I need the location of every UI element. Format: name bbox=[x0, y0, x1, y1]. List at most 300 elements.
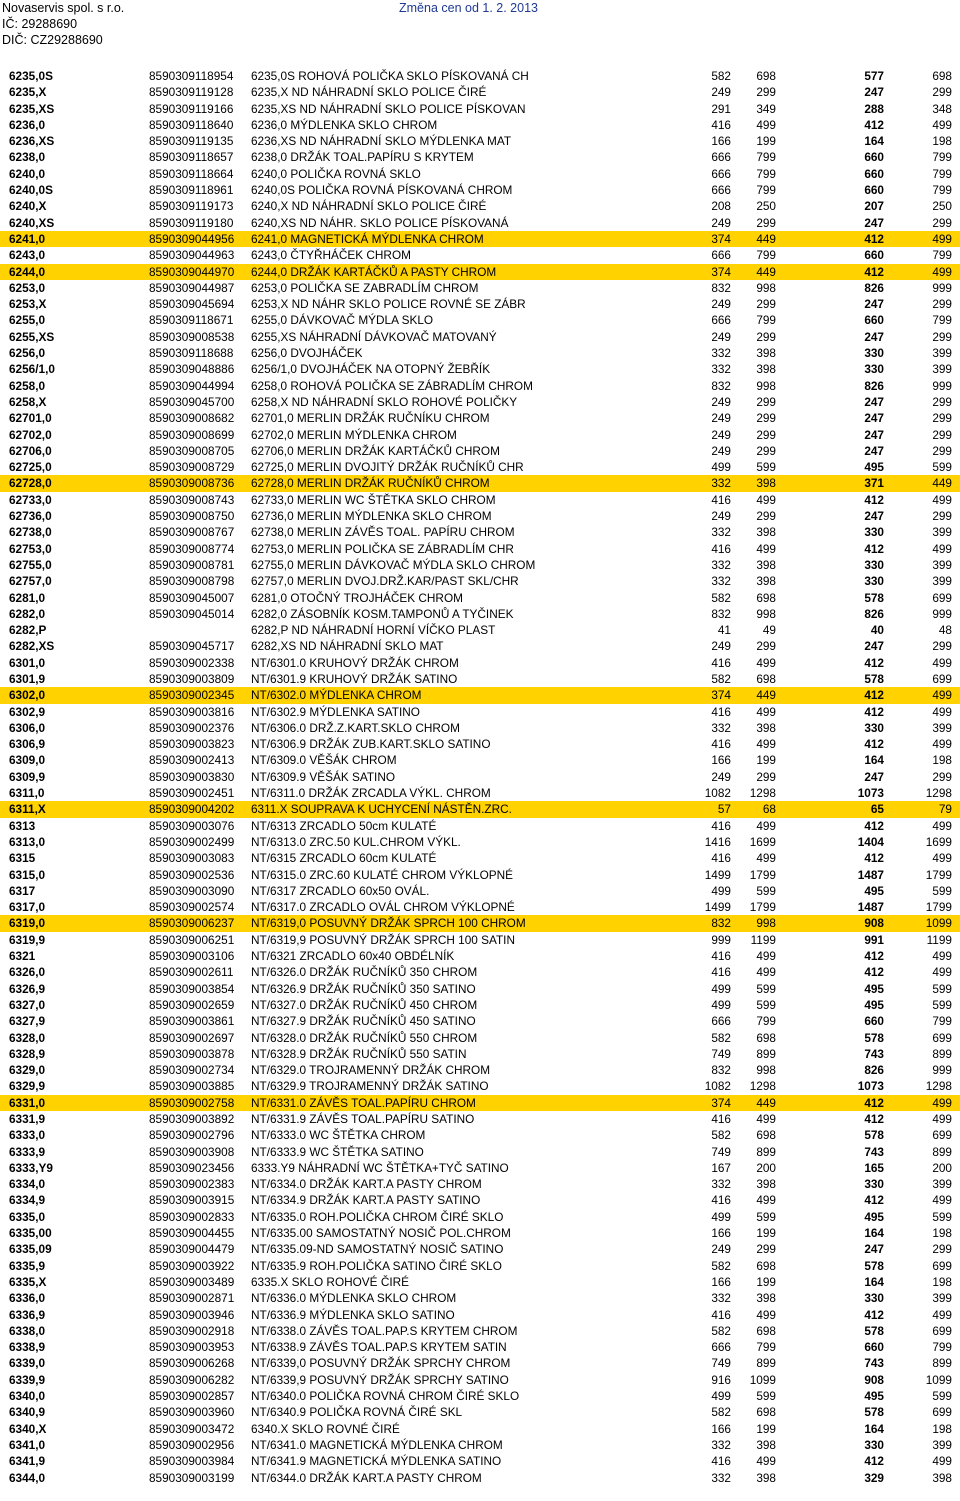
price-4: 1699 bbox=[925, 834, 952, 849]
product-code: 6256/1,0 bbox=[9, 362, 55, 377]
product-name: NT/6326.0 DRŽÁK RUČNÍKŮ 350 CHROM bbox=[251, 965, 478, 980]
price-2: 499 bbox=[756, 541, 776, 556]
price-2: 499 bbox=[756, 1112, 776, 1126]
price-2: 698 bbox=[756, 1323, 776, 1338]
product-name: NT/6321 ZRCADLO 60x40 OBDÉLNÍK bbox=[251, 949, 455, 964]
product-name: NT/6335.9 ROH.POLIČKA SATINO ČIRÉ SKLO bbox=[251, 1258, 502, 1273]
table-row bbox=[0, 541, 960, 557]
price-3: 578 bbox=[864, 1323, 884, 1338]
price-2: 799 bbox=[756, 313, 776, 328]
price-3: 577 bbox=[864, 69, 884, 83]
price-3: 164 bbox=[864, 1274, 884, 1289]
product-code: 62701,0 bbox=[9, 411, 52, 426]
price-2: 698 bbox=[756, 1258, 776, 1273]
price-1: 416 bbox=[711, 117, 731, 132]
price-2: 499 bbox=[756, 1454, 776, 1469]
product-name: NT/6327.0 DRŽÁK RUČNÍKŮ 450 CHROM bbox=[251, 997, 478, 1012]
ean-code: 8590309003830 bbox=[149, 769, 235, 784]
price-1: 666 bbox=[711, 1014, 731, 1029]
price-2: 200 bbox=[756, 1160, 776, 1175]
ean-code: 8590309008798 bbox=[149, 574, 235, 589]
product-name: 62702,0 MERLIN MÝDLENKA CHROM bbox=[251, 427, 457, 442]
price-3: 247 bbox=[864, 297, 884, 312]
price-1: 582 bbox=[711, 671, 731, 686]
product-code: 6340,0 bbox=[9, 1389, 46, 1404]
product-name: NT/6336.9 MÝDLENKA SKLO SATINO bbox=[251, 1307, 455, 1322]
product-name: NT/6338.9 ZÁVĚS TOAL.PAP.S KRYTEM SATIN bbox=[251, 1340, 507, 1355]
price-4: 399 bbox=[932, 1177, 952, 1192]
product-code: 6335,0 bbox=[9, 1209, 46, 1224]
product-name: 6236,0 MÝDLENKA SKLO CHROM bbox=[251, 117, 438, 132]
product-code: 6306,9 bbox=[9, 737, 46, 752]
product-code: 6335,00 bbox=[9, 1226, 52, 1241]
table-row bbox=[0, 296, 960, 312]
price-4: 200 bbox=[932, 1160, 952, 1175]
product-code: 62733,0 bbox=[9, 492, 52, 507]
product-code: 6331,0 bbox=[9, 1095, 46, 1110]
product-code: 6311,0 bbox=[9, 786, 45, 801]
table-row bbox=[0, 1258, 960, 1274]
price-2: 1699 bbox=[749, 834, 776, 849]
ean-code: 8590309044956 bbox=[149, 231, 235, 246]
ean-code: 8590309004202 bbox=[149, 802, 235, 817]
price-1: 666 bbox=[711, 150, 731, 165]
price-3: 412 bbox=[864, 655, 884, 670]
product-code: 62728,0 bbox=[9, 476, 52, 491]
price-1: 499 bbox=[711, 460, 731, 475]
product-name: NT/6313 ZRCADLO 50cm KULATÉ bbox=[251, 818, 437, 833]
price-3: 412 bbox=[864, 117, 884, 132]
price-4: 1298 bbox=[925, 786, 952, 801]
price-1: 416 bbox=[711, 1454, 731, 1469]
price-1: 749 bbox=[711, 1046, 731, 1061]
price-1: 666 bbox=[711, 166, 731, 181]
price-2: 398 bbox=[756, 346, 776, 361]
table-row bbox=[0, 622, 960, 638]
price-4: 499 bbox=[932, 492, 952, 507]
price-1: 582 bbox=[711, 1128, 731, 1143]
price-2: 398 bbox=[756, 525, 776, 540]
price-3: 412 bbox=[864, 818, 884, 833]
product-name: 6255,XS NÁHRADNÍ DÁVKOVAČ MATOVANÝ bbox=[251, 329, 497, 344]
product-code: 6341,0 bbox=[9, 1437, 46, 1452]
table-row bbox=[0, 1355, 960, 1371]
product-code: 6240,XS bbox=[9, 215, 55, 230]
ean-code: 8590309008699 bbox=[149, 427, 235, 442]
product-name: 6240,0 POLIČKA ROVNÁ SKLO bbox=[251, 166, 421, 181]
price-3: 412 bbox=[864, 541, 884, 556]
product-code: 6326,9 bbox=[9, 981, 46, 996]
price-4: 399 bbox=[932, 525, 952, 540]
price-2: 299 bbox=[756, 329, 776, 344]
product-code: 6255,0 bbox=[9, 313, 46, 328]
price-2: 449 bbox=[756, 1095, 776, 1110]
table-row bbox=[0, 915, 960, 931]
price-4: 299 bbox=[932, 509, 952, 524]
product-code: 6240,0S bbox=[9, 183, 53, 198]
price-1: 41 bbox=[717, 623, 731, 638]
product-name: 6282,P ND NÁHRADNÍ HORNÍ VÍČKO PLAST bbox=[251, 623, 496, 638]
table-row bbox=[0, 655, 960, 671]
price-1: 749 bbox=[711, 1356, 731, 1371]
price-3: 164 bbox=[864, 134, 884, 149]
price-3: 578 bbox=[864, 590, 884, 605]
price-1: 749 bbox=[711, 1144, 731, 1159]
price-1: 249 bbox=[711, 1242, 731, 1257]
price-3: 412 bbox=[864, 1193, 884, 1208]
product-name: NT/6329.9 TROJRAMENNÝ DRŽÁK SATINO bbox=[251, 1079, 489, 1094]
price-4: 499 bbox=[932, 264, 952, 279]
ean-code: 8590309118671 bbox=[149, 313, 234, 328]
product-name: NT/6315.0 ZRC.60 KULATÉ CHROM VÝKLOPNÉ bbox=[251, 867, 514, 882]
price-3: 495 bbox=[864, 883, 884, 898]
price-4: 699 bbox=[932, 1128, 952, 1143]
price-4: 499 bbox=[932, 737, 952, 752]
product-code: 6258,0 bbox=[9, 378, 46, 393]
ean-code: 8590309003816 bbox=[149, 704, 235, 719]
ean-code: 8590309118688 bbox=[149, 346, 234, 361]
price-1: 416 bbox=[711, 965, 731, 980]
product-name: NT/6315 ZRCADLO 60cm KULATÉ bbox=[251, 851, 437, 866]
price-3: 330 bbox=[864, 1437, 884, 1452]
price-2: 199 bbox=[756, 1274, 776, 1289]
price-2: 698 bbox=[756, 1405, 776, 1420]
ean-code: 8590309006282 bbox=[149, 1372, 235, 1387]
product-code: 6341,9 bbox=[9, 1454, 46, 1469]
price-4: 499 bbox=[932, 1112, 952, 1126]
ean-code: 8590309003083 bbox=[149, 851, 235, 866]
price-2: 499 bbox=[756, 851, 776, 866]
ean-code: 8590309006237 bbox=[149, 916, 235, 931]
price-4: 1099 bbox=[925, 1372, 952, 1387]
price-2: 449 bbox=[756, 231, 776, 246]
product-name: 62738,0 MERLIN ZÁVĚS TOAL. PAPÍRU CHROM bbox=[251, 525, 515, 540]
price-2: 199 bbox=[756, 134, 776, 149]
price-1: 832 bbox=[711, 606, 731, 621]
ean-code: 8590309008682 bbox=[149, 411, 235, 426]
product-name: 6335.X SKLO ROHOVÉ ČIRÉ bbox=[251, 1274, 410, 1289]
price-4: 499 bbox=[932, 949, 952, 964]
price-2: 599 bbox=[756, 1209, 776, 1224]
product-name: NT/6327.9 DRŽÁK RUČNÍKŮ 450 SATINO bbox=[251, 1014, 476, 1029]
price-4: 799 bbox=[932, 150, 952, 165]
product-name: NT/6329.0 TROJRAMENNÝ DRŽÁK CHROM bbox=[251, 1063, 491, 1078]
table-row bbox=[0, 427, 960, 443]
product-code: 6339,0 bbox=[9, 1356, 46, 1371]
price-4: 198 bbox=[932, 1274, 952, 1289]
product-code: 6335,X bbox=[9, 1274, 47, 1289]
company-header bbox=[2, 0, 124, 48]
price-1: 249 bbox=[711, 329, 731, 344]
product-name: 6281,0 OTOČNÝ TROJHÁČEK CHROM bbox=[251, 590, 463, 605]
product-code: 6344,0 bbox=[9, 1470, 46, 1485]
product-name: NT/6340.9 POLIČKA ROVNÁ ČIRÉ SKL bbox=[251, 1405, 463, 1420]
price-3: 660 bbox=[864, 313, 884, 328]
table-row bbox=[0, 1062, 960, 1078]
price-2: 299 bbox=[756, 1242, 776, 1257]
price-1: 374 bbox=[711, 264, 731, 279]
price-2: 449 bbox=[756, 688, 776, 703]
price-3: 247 bbox=[864, 329, 884, 344]
ean-code: 8590309119173 bbox=[149, 199, 234, 214]
product-name: NT/6306.0 DRŽ.Z.KART.SKLO CHROM bbox=[251, 720, 460, 735]
price-2: 599 bbox=[756, 997, 776, 1012]
product-name: NT/6311.0 DRŽÁK ZRCADLA VÝKL. CHROM bbox=[251, 786, 491, 801]
product-name: 6240,0S POLIČKA ROVNÁ PÍSKOVANÁ CHROM bbox=[251, 183, 513, 198]
price-3: 660 bbox=[864, 1340, 884, 1355]
price-4: 250 bbox=[932, 199, 952, 214]
table-row bbox=[0, 247, 960, 263]
product-name: NT/6317.0 ZRCADLO OVÁL CHROM VÝKLOPNÉ bbox=[251, 900, 515, 915]
price-2: 299 bbox=[756, 215, 776, 230]
ean-code: 8590309002833 bbox=[149, 1209, 235, 1224]
table-row bbox=[0, 84, 960, 100]
price-3: 743 bbox=[864, 1356, 884, 1371]
product-name: 6253,X ND NÁHR SKLO POLICE ROVNÉ SE ZÁBR bbox=[251, 297, 526, 312]
product-name: NT/6339,0 POSUVNÝ DRŽÁK SPRCHY CHROM bbox=[251, 1356, 511, 1371]
price-1: 332 bbox=[711, 1291, 731, 1306]
price-1: 499 bbox=[711, 883, 731, 898]
price-3: 412 bbox=[864, 264, 884, 279]
price-2: 1799 bbox=[749, 900, 776, 915]
table-row bbox=[0, 769, 960, 785]
ean-code: 8590309003076 bbox=[149, 818, 235, 833]
price-2: 299 bbox=[756, 639, 776, 654]
price-3: 495 bbox=[864, 460, 884, 475]
product-name: 62701,0 MERLIN DRŽÁK RUČNÍKU CHROM bbox=[251, 411, 490, 426]
price-4: 499 bbox=[932, 688, 952, 703]
price-4: 299 bbox=[932, 1242, 952, 1257]
price-4: 799 bbox=[932, 248, 952, 263]
table-row bbox=[0, 704, 960, 720]
product-code: 6255,XS bbox=[9, 329, 55, 344]
table-row bbox=[0, 997, 960, 1013]
product-name: NT/6331.9 ZÁVĚS TOAL.PAPÍRU SATINO bbox=[251, 1112, 475, 1126]
price-4: 1799 bbox=[925, 900, 952, 915]
ean-code: 8590309002574 bbox=[149, 900, 235, 915]
price-4: 79 bbox=[938, 802, 952, 817]
table-row bbox=[0, 280, 960, 296]
price-1: 1082 bbox=[704, 786, 731, 801]
product-name: 6311.X SOUPRAVA K UCHYCENÍ NÁSTĚN.ZRC. bbox=[251, 802, 512, 817]
price-3: 578 bbox=[864, 671, 884, 686]
price-4: 999 bbox=[932, 606, 952, 621]
price-4: 1199 bbox=[926, 932, 952, 947]
price-4: 699 bbox=[932, 1405, 952, 1420]
table-row bbox=[0, 378, 960, 394]
table-row bbox=[0, 1372, 960, 1388]
product-name: 6253,0 POLIČKA SE ZABRADLÍM CHROM bbox=[251, 280, 479, 295]
price-1: 166 bbox=[711, 1421, 731, 1436]
price-3: 578 bbox=[864, 1030, 884, 1045]
price-1: 208 bbox=[711, 199, 731, 214]
ean-code: 8590309003823 bbox=[149, 737, 235, 752]
table-row bbox=[0, 443, 960, 459]
price-4: 398 bbox=[932, 1470, 952, 1485]
table-row bbox=[0, 687, 960, 703]
table-row bbox=[0, 231, 960, 247]
product-name: NT/6341.0 MAGNETICKÁ MÝDLENKA CHROM bbox=[251, 1437, 503, 1452]
product-code: 6309,0 bbox=[9, 753, 46, 768]
price-4: 499 bbox=[932, 965, 952, 980]
price-1: 416 bbox=[711, 1307, 731, 1322]
price-3: 329 bbox=[864, 1470, 884, 1485]
price-4: 499 bbox=[932, 1193, 952, 1208]
price-1: 416 bbox=[711, 704, 731, 719]
ean-code: 8590309003854 bbox=[149, 981, 235, 996]
price-3: 247 bbox=[864, 427, 884, 442]
price-1: 582 bbox=[711, 590, 731, 605]
price-1: 416 bbox=[711, 541, 731, 556]
table-row bbox=[0, 1388, 960, 1404]
price-2: 799 bbox=[756, 166, 776, 181]
ean-code: 8590309003199 bbox=[149, 1470, 235, 1485]
price-1: 166 bbox=[711, 753, 731, 768]
price-1: 249 bbox=[711, 639, 731, 654]
price-4: 899 bbox=[932, 1046, 952, 1061]
product-code: 62753,0 bbox=[9, 541, 52, 556]
price-3: 371 bbox=[864, 476, 884, 491]
product-name: NT/6335.00 SAMOSTATNÝ NOSIČ POL.CHROM bbox=[251, 1226, 511, 1241]
product-code: 6238,0 bbox=[9, 150, 46, 165]
price-3: 247 bbox=[864, 411, 884, 426]
ean-code: 8590309003106 bbox=[149, 949, 235, 964]
product-name: 6240,X ND NÁHRADNÍ SKLO POLICE ČIRÉ bbox=[251, 199, 487, 214]
product-code: 6338,0 bbox=[9, 1323, 46, 1338]
ean-code: 8590309002376 bbox=[149, 720, 235, 735]
product-code: 6244,0 bbox=[9, 264, 46, 279]
price-4: 198 bbox=[932, 1226, 952, 1241]
price-4: 399 bbox=[932, 346, 952, 361]
product-name: 6333.Y9 NÁHRADNÍ WC ŠTĚTKA+TYČ SATINO bbox=[251, 1160, 509, 1175]
price-2: 799 bbox=[756, 183, 776, 198]
price-3: 908 bbox=[864, 1372, 884, 1387]
product-code: 6311,X bbox=[9, 802, 46, 817]
price-2: 799 bbox=[756, 1014, 776, 1029]
ean-code: 8590309023456 bbox=[149, 1160, 235, 1175]
price-2: 698 bbox=[756, 1030, 776, 1045]
ean-code: 8590309002611 bbox=[149, 965, 234, 980]
ean-code: 8590309002338 bbox=[149, 655, 235, 670]
price-4: 399 bbox=[932, 362, 952, 377]
price-3: 1073 bbox=[857, 1079, 884, 1094]
price-2: 698 bbox=[756, 1128, 776, 1143]
product-name: NT/6333.9 WC ŠTĚTKA SATINO bbox=[251, 1144, 424, 1159]
product-name: NT/6309.0 VĚŠÁK CHROM bbox=[251, 753, 397, 768]
price-3: 991 bbox=[864, 932, 884, 947]
product-code: 6236,0 bbox=[9, 117, 46, 132]
product-code: 6317,0 bbox=[9, 900, 46, 915]
ean-code: 8590309045007 bbox=[149, 590, 235, 605]
price-2: 499 bbox=[756, 737, 776, 752]
price-3: 826 bbox=[864, 1063, 884, 1078]
ean-code: 8590309003946 bbox=[149, 1307, 235, 1322]
product-name: NT/6331.0 ZÁVĚS TOAL.PAPÍRU CHROM bbox=[251, 1095, 476, 1110]
price-1: 249 bbox=[711, 509, 731, 524]
table-row bbox=[0, 1225, 960, 1241]
price-2: 199 bbox=[756, 1226, 776, 1241]
price-3: 412 bbox=[864, 688, 884, 703]
price-4: 699 bbox=[932, 671, 952, 686]
product-code: 6336,9 bbox=[9, 1307, 46, 1322]
ean-code: 8590309003953 bbox=[149, 1340, 235, 1355]
price-1: 582 bbox=[711, 1258, 731, 1273]
product-code: 6235,X bbox=[9, 85, 47, 100]
product-name: 6235,XS ND NÁHRADNÍ SKLO POLICE PÍSKOVAN bbox=[251, 101, 526, 116]
table-row bbox=[0, 1127, 960, 1143]
product-code: 6333,Y9 bbox=[9, 1160, 53, 1175]
ean-code: 8590309008729 bbox=[149, 460, 235, 475]
table-row bbox=[0, 524, 960, 540]
price-3: 826 bbox=[864, 606, 884, 621]
product-name: NT/6301.9 KRUHOVÝ DRŽÁK SATINO bbox=[251, 671, 458, 686]
table-row bbox=[0, 149, 960, 165]
price-1: 582 bbox=[711, 1405, 731, 1420]
price-4: 299 bbox=[932, 411, 952, 426]
price-3: 412 bbox=[864, 1454, 884, 1469]
price-3: 495 bbox=[864, 1389, 884, 1404]
ean-code: 8590309003489 bbox=[149, 1274, 235, 1289]
product-name: 6256,0 DVOJHÁČEK bbox=[251, 346, 363, 361]
table-row bbox=[0, 1046, 960, 1062]
price-4: 299 bbox=[932, 85, 952, 100]
price-3: 578 bbox=[864, 1258, 884, 1273]
price-1: 1499 bbox=[704, 900, 731, 915]
ean-code: 8590309002758 bbox=[149, 1095, 235, 1110]
product-name: 62725,0 MERLIN DVOJITÝ DRŽÁK RUČNÍKŮ CHR bbox=[251, 460, 524, 475]
price-4: 299 bbox=[932, 394, 952, 409]
price-2: 499 bbox=[756, 117, 776, 132]
table-row bbox=[0, 345, 960, 361]
product-code: 6328,9 bbox=[9, 1046, 46, 1061]
ean-code: 8590309002697 bbox=[149, 1030, 235, 1045]
ean-code: 8590309003984 bbox=[149, 1454, 235, 1469]
table-row bbox=[0, 1160, 960, 1176]
product-code: 6301,0 bbox=[9, 655, 46, 670]
product-code: 62738,0 bbox=[9, 525, 52, 540]
ean-code: 8590309003809 bbox=[149, 671, 235, 686]
ean-code: 8590309003472 bbox=[149, 1421, 235, 1436]
product-name: 62755,0 MERLIN DÁVKOVAČ MÝDLA SKLO CHROM bbox=[251, 557, 536, 572]
price-4: 799 bbox=[932, 183, 952, 198]
price-1: 332 bbox=[711, 476, 731, 491]
price-2: 199 bbox=[756, 753, 776, 768]
ean-code: 8590309002796 bbox=[149, 1128, 235, 1143]
ean-code: 8590309008750 bbox=[149, 509, 235, 524]
product-name: 6256/1,0 DVOJHÁČEK NA OTOPNÝ ŽEBŘÍK bbox=[251, 362, 491, 377]
price-4: 699 bbox=[932, 1258, 952, 1273]
product-name: NT/6333.0 WC ŠTĚTKA CHROM bbox=[251, 1128, 426, 1143]
price-4: 599 bbox=[932, 1209, 952, 1224]
price-1: 499 bbox=[711, 1389, 731, 1404]
price-4: 399 bbox=[932, 574, 952, 589]
price-4: 299 bbox=[932, 443, 952, 458]
price-4: 699 bbox=[932, 590, 952, 605]
price-3: 1487 bbox=[857, 900, 884, 915]
price-2: 250 bbox=[756, 199, 776, 214]
table-row bbox=[0, 867, 960, 883]
ean-code: 8590309119180 bbox=[149, 215, 234, 230]
price-3: 826 bbox=[864, 378, 884, 393]
table-row bbox=[0, 198, 960, 214]
price-3: 164 bbox=[864, 753, 884, 768]
price-2: 799 bbox=[756, 150, 776, 165]
price-2: 449 bbox=[756, 264, 776, 279]
price-2: 998 bbox=[756, 280, 776, 295]
price-3: 330 bbox=[864, 1177, 884, 1192]
product-name: 6235,0S ROHOVÁ POLIČKA SKLO PÍSKOVANÁ CH bbox=[251, 69, 529, 83]
price-4: 698 bbox=[932, 69, 952, 83]
